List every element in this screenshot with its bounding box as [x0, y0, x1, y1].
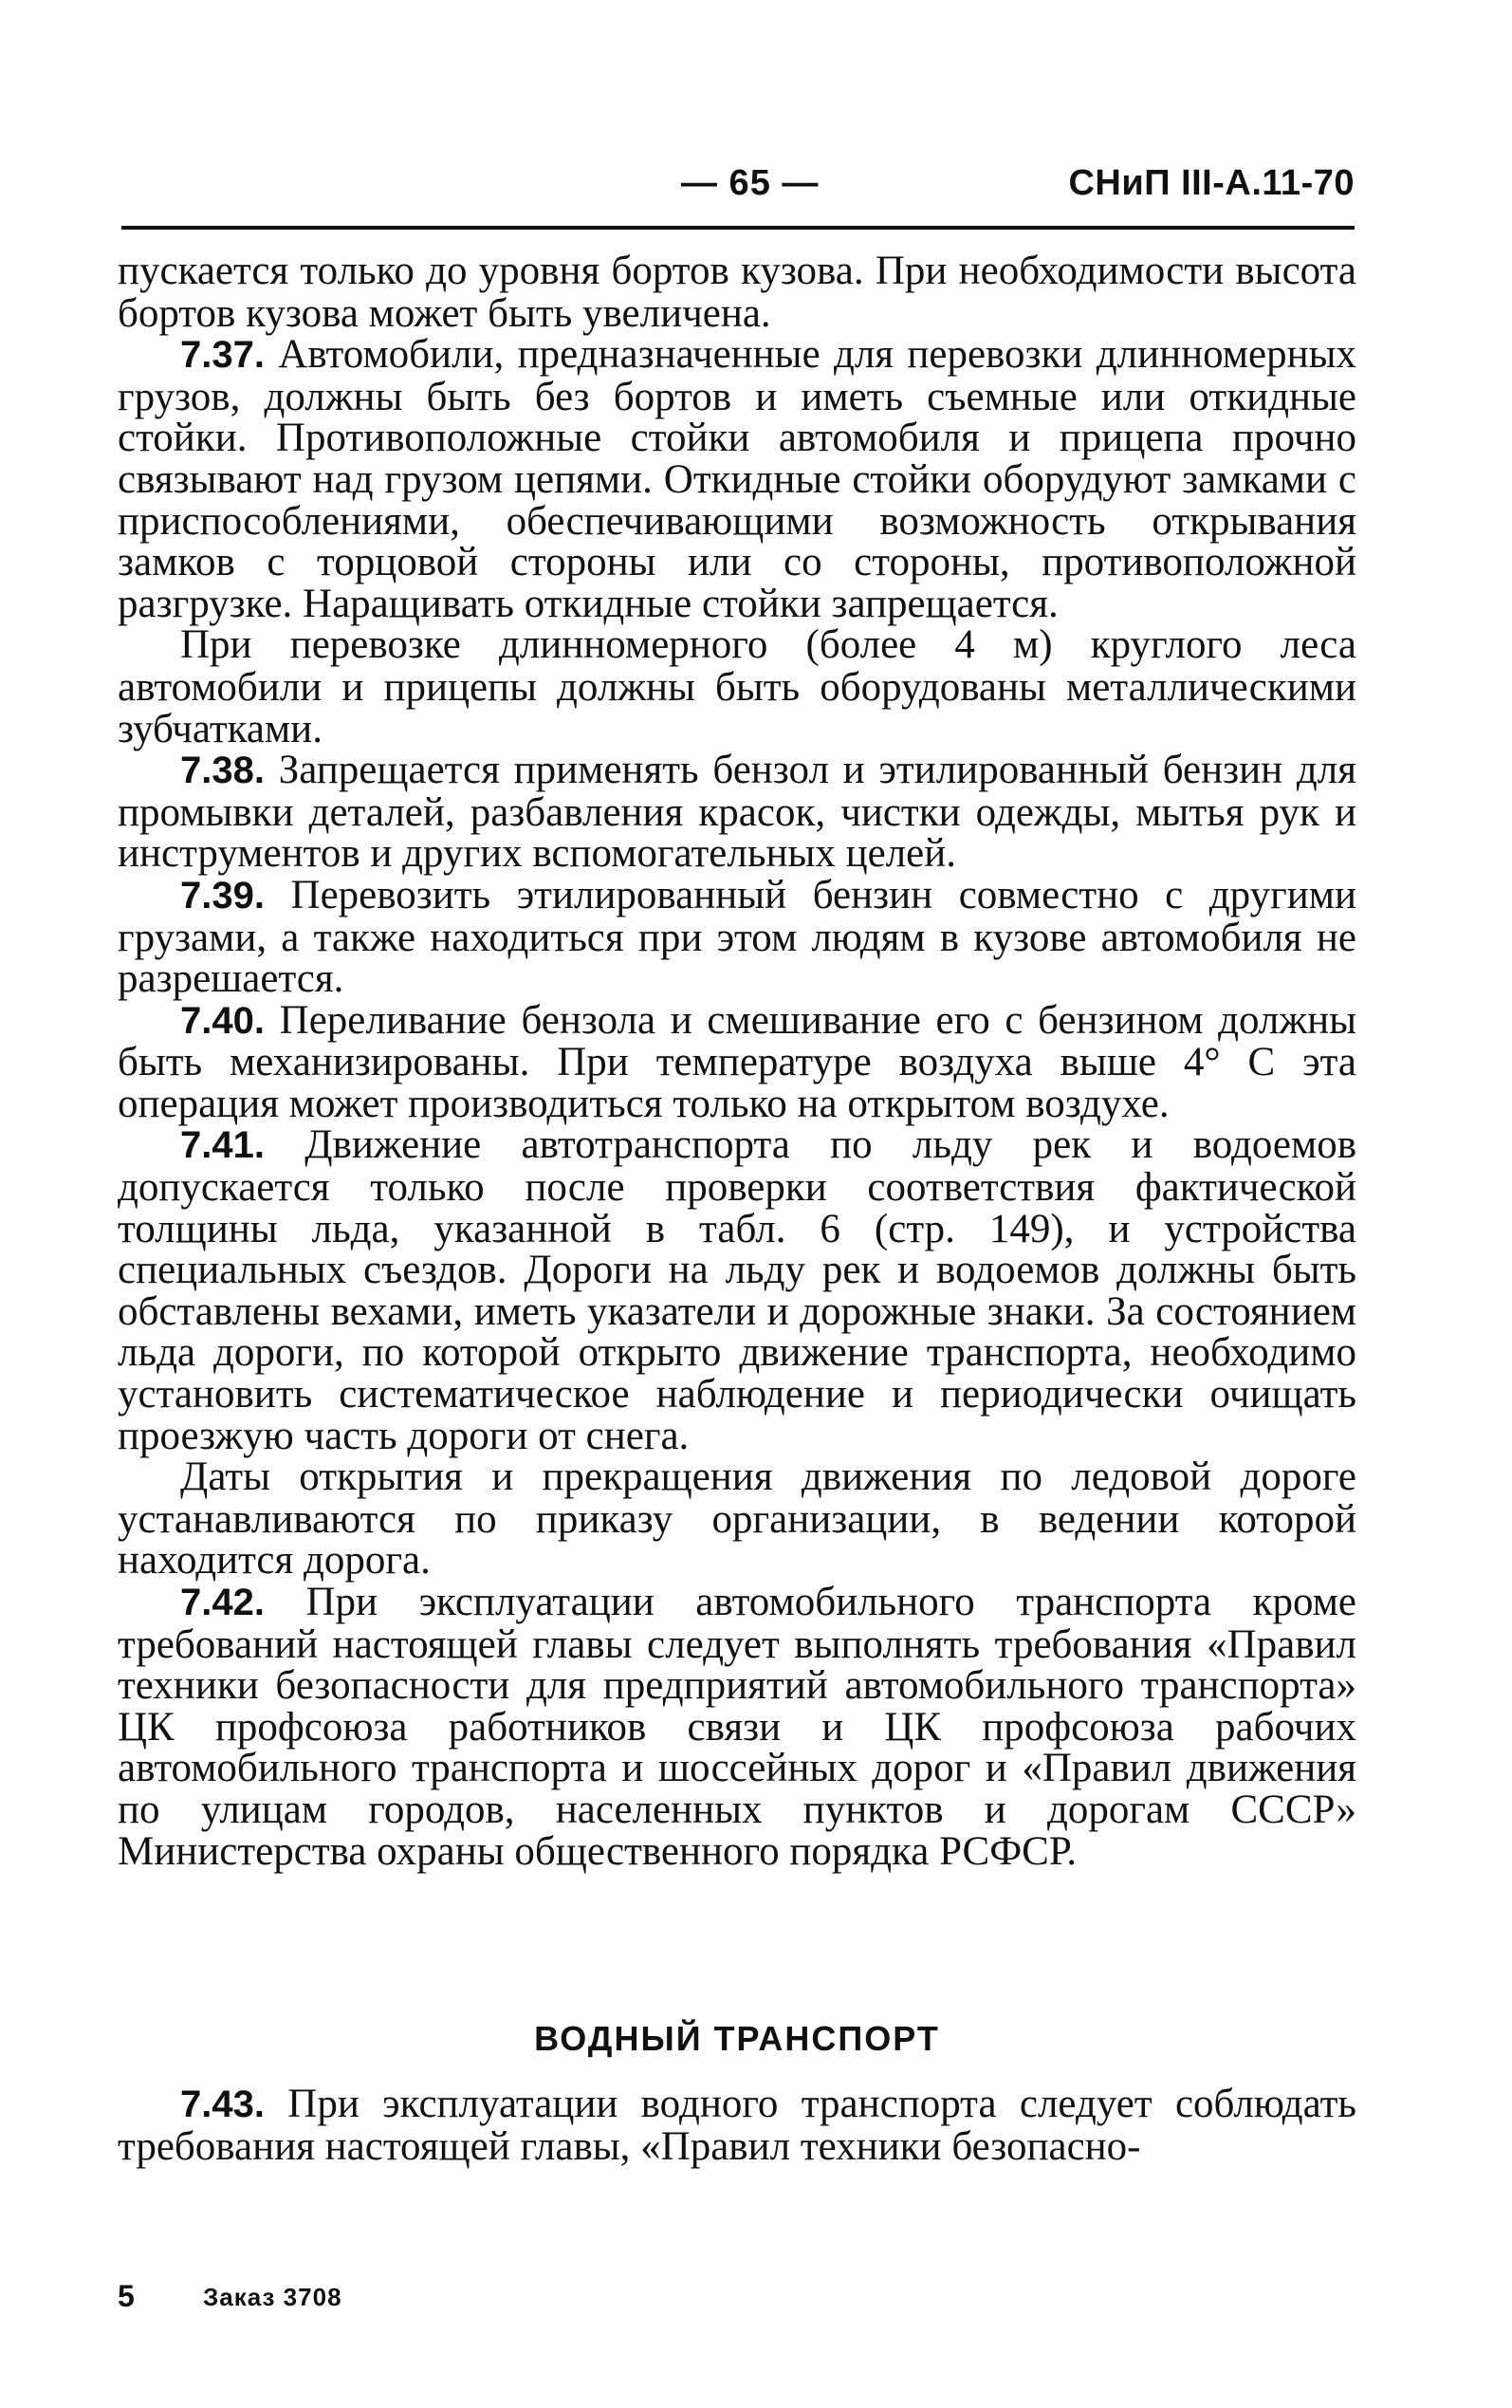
header-rule — [121, 226, 1355, 230]
page-number: — 65 — — [681, 163, 820, 203]
paragraph-7-37 — [118, 334, 1356, 624]
paragraph-7-41 — [118, 1124, 1356, 1456]
clause-number: 7.43. — [180, 2084, 265, 2125]
paragraph-text: Даты открытия и прекращения движения по ледовой дороге устанавливаются по приказу организации, в ведении которой находится дорога. — [118, 1454, 1356, 1584]
clause-number: 7.39. — [180, 874, 265, 917]
paragraph-7-42 — [118, 1582, 1356, 1872]
body-text — [118, 250, 1356, 1872]
paragraph-7-43 — [118, 2084, 1356, 2167]
clause-number: 7.41. — [180, 1124, 265, 1167]
paragraph-7-40 — [118, 997, 1356, 1126]
paragraph-text: Переливание бензола и смешивание его с бензином должны быть механизированы. При температуре воздуха выше 4° С эта операция может производиться только на открытом воздухе. — [118, 997, 1356, 1126]
paragraph-7-38 — [118, 750, 1356, 875]
signature-mark: 5 — [118, 2279, 135, 2313]
paragraph-text: Автомобили, предназначенные для перевозки длинномерных грузов, должны быть без бортов и иметь съемные или откидные стойки. Противоположные стойки автомобиля и прицепа прочно связывают над грузом цепями. Откидные стойки оборудуют замками с приспособлениями, обеспечивающими возможность открывания замков с торцовой стороны или со стороны, противоположной разгрузке. Наращивать откидные стойки запрещается. — [118, 332, 1356, 626]
paragraph-7-41-note — [118, 1456, 1356, 1582]
section-heading: ВОДНЫЙ ТРАНСПОРТ — [534, 2019, 940, 2058]
paragraph-text: Запрещается применять бензол и этилированный бензин для промывки деталей, разбавления красок, чистки одежды, мытья рук и инструментов и других вспомогательных целей. — [118, 748, 1356, 877]
paragraph-7-39 — [118, 872, 1356, 1002]
page-footer — [118, 2279, 687, 2317]
clause-number: 7.37. — [180, 334, 265, 377]
paragraph-text: Перевозить этилированный бензин совместно с другими грузами, а также находиться при этом людям в кузове автомобиля не разрешается. — [118, 872, 1356, 1002]
paragraph-text: пускается только до уровня бортов кузова. При необходимости высота бортов кузова может быть увеличена. — [118, 249, 1356, 336]
document-code: СНиП III-А.11-70 — [1068, 163, 1355, 203]
body-text-section — [118, 2084, 1356, 2167]
paragraph-text: При перевозке длинномерного (более 4 м) круглого леса автомобили и прицепы должны быть оборудованы металлическими зубчатками. — [118, 622, 1356, 751]
paragraph-text: При эксплуатации автомобильного транспорта кроме требований настоящей главы следует выполнять требования «Правил техники безопасности для предприятий автомобильного транспорта» ЦК профсоюза работников связи и ЦК профсоюза рабочих автомобильного транспорта и шоссейных дорог и «Правил движения по улицам городов, населенных пунктов и дорогам СССР» Министерства охраны общественного порядка РСФСР. — [118, 1580, 1356, 1874]
order-label: Заказ 3708 — [203, 2283, 342, 2311]
paragraph-7-37-note — [118, 624, 1356, 750]
paragraph-text: Движение автотранспорта по льду рек и водоемов допускается только после проверки соответствия фактической толщины льда, указанной в табл. 6 (стр. 149), и устройства специальных съездов. Дороги на льду рек и водоемов должны быть обставлены вехами, иметь указатели и дорожные знаки. За состоянием льда дороги, по которой открыто движение транспорта, необходимо установить систематическое наблюдение и периодически очищать проезжую часть дороги от снега. — [118, 1122, 1356, 1458]
clause-number: 7.38. — [180, 750, 265, 792]
clause-number: 7.42. — [180, 1582, 265, 1623]
paragraph-0 — [118, 250, 1356, 334]
running-header — [121, 159, 1355, 216]
paragraph-text: При эксплуатации водного транспорта следует соблюдать требования настоящей главы, «Правил техники безопасно- — [118, 2082, 1356, 2169]
clause-number: 7.40. — [180, 999, 265, 1042]
